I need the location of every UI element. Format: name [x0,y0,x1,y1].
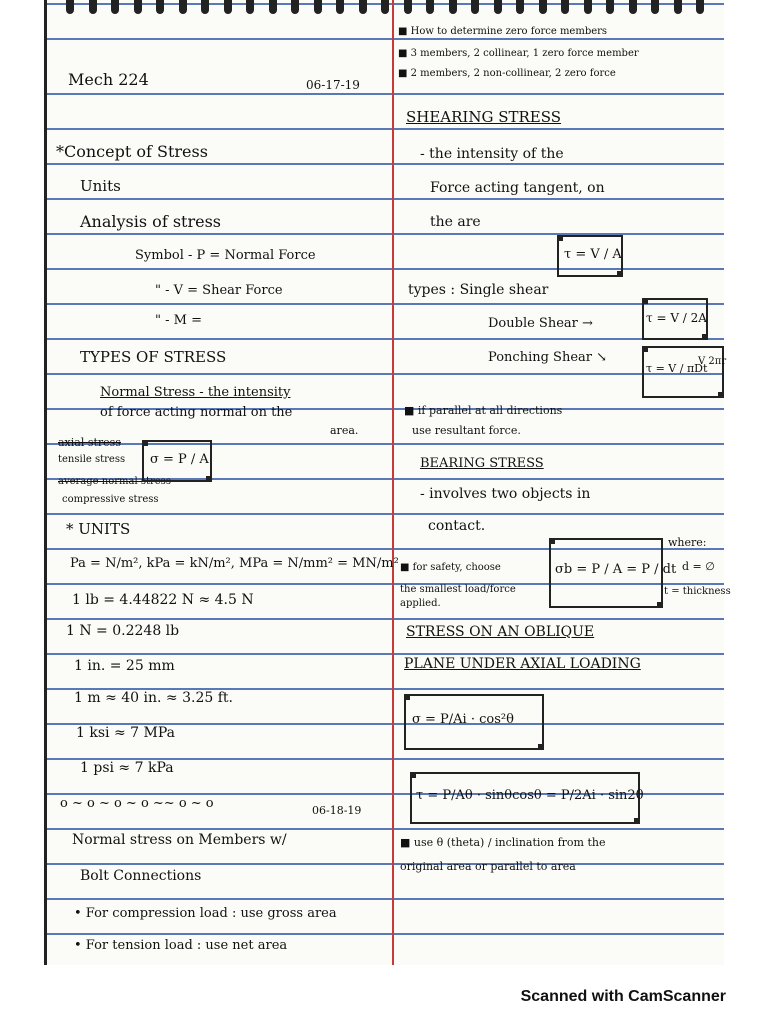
tau-formula: τ = V / A [564,247,622,262]
double-shear: Double Shear → [488,316,593,331]
conversion-lb: 1 lb = 4.44822 N ≈ 4.5 N [72,592,254,608]
page-edge [44,0,47,965]
shear-def-1: - the intensity of the [420,146,564,162]
conversion-psi: 1 psi ≈ 7 kPa [80,760,174,776]
compressive-stress: compressive stress [62,494,159,505]
bearing-formula: σb = P / A = P / dt [555,562,677,577]
double-formula: τ = V / 2A [646,311,707,325]
bearing-def-2: contact. [428,518,486,534]
conversion-n: 1 N = 0.2248 lb [66,623,180,639]
topic-analysis: Analysis of stress [80,212,221,231]
course-title: Mech 224 [68,70,149,89]
safety-note-1: ■ for safety, choose [400,562,501,573]
oblique-heading-2: PLANE UNDER AXIAL LOADING [404,656,641,672]
date-2: 06-18-19 [312,804,362,817]
symbol-v: " - V = Shear Force [155,283,283,298]
where-d: d = ∅ [682,560,715,573]
oblique-sigma: σ = P/Ai · cos²θ [412,712,514,727]
shearing-heading: SHEARING STRESS [406,108,562,126]
bearing-def-1: - involves two objects in [420,486,591,502]
spiral-binding [66,0,716,22]
theta-note-1: ■ use θ (theta) / inclination from the [400,836,606,849]
camscanner-footer: Scanned with CamScanner [520,988,726,1005]
sigma-formula: σ = P / A [150,452,209,467]
units-heading: * UNITS [66,520,131,538]
punching-shear: Ponching Shear ↘ [488,350,608,365]
normal-stress-def-3: area. [330,424,359,437]
divider: o ~ o ~ o ~ o ~~ o ~ o [60,796,214,811]
normal-stress-def-1: Normal Stress - the intensity [100,385,291,400]
shear-def-2: Force acting tangent, on [430,180,605,196]
zero-force-3: ■ 2 members, 2 non-collinear, 2 zero force [398,68,616,79]
zero-force-1: ■ How to determine zero force members [398,26,608,37]
safety-note-3: applied. [400,598,441,609]
pa-units: Pa = N/m², kPa = kN/m², MPa = N/mm² = MN/m² [70,556,399,571]
parallel-note-1: ■ if parallel at all directions [404,404,563,417]
axial-stress: axial stress [58,436,121,449]
types-single-shear: types : Single shear [408,282,549,298]
conversion-in: 1 in. = 25 mm [74,658,175,674]
bearing-heading: BEARING STRESS [420,456,544,471]
topic-concept: *Concept of Stress [56,142,208,161]
normal-stress-def-2: of force acting normal on the [100,405,293,420]
parallel-note-2: use resultant force. [412,424,521,437]
conversion-ksi: 1 ksi ≈ 7 MPa [76,725,175,741]
punching-formula: τ = V / πDt [646,362,708,375]
where-label: where: [668,536,707,549]
margin-line [392,0,394,965]
topic-units: Units [80,177,121,195]
safety-note-2: the smallest load/force [400,584,516,595]
date: 06-17-19 [306,78,360,92]
bullet-tension: • For tension load : use net area [74,938,288,953]
types-heading: TYPES OF STRESS [80,348,227,366]
shear-def-3: the are [430,214,481,230]
avg-normal-stress: average normal stress [58,476,171,487]
where-t: t = thickness [664,586,731,597]
bolt-text-1: Normal stress on Members w/ [72,832,287,848]
bullet-compression: • For compression load : use gross area [74,906,337,921]
theta-note-2: original area or parallel to area [400,860,576,873]
symbol-m: " - M = [155,313,202,328]
bolt-text-2: Bolt Connections [80,868,202,884]
punching-extra: V 2πr [698,356,727,367]
zero-force-2: ■ 3 members, 2 collinear, 1 zero force member [398,48,639,59]
oblique-tau: τ = P/Aθ · sinθcosθ = P/2Ai · sin2θ [416,788,644,803]
conversion-m: 1 m ≈ 40 in. ≈ 3.25 ft. [74,690,233,706]
tensile-stress: tensile stress [58,454,126,465]
symbol-p: Symbol - P = Normal Force [135,248,316,263]
oblique-heading-1: STRESS ON AN OBLIQUE [406,624,595,640]
